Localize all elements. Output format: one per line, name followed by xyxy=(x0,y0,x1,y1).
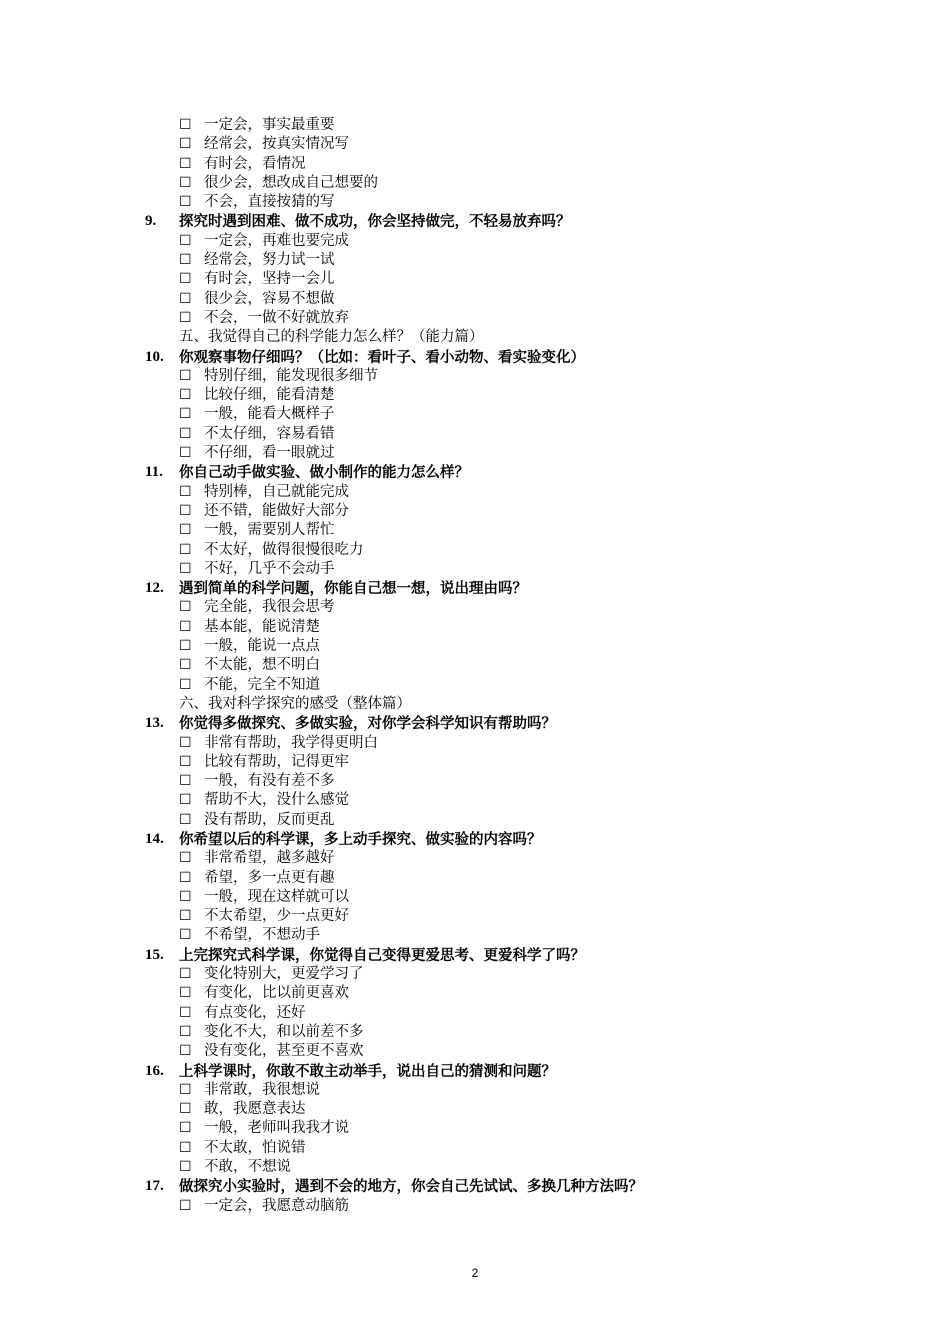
option-label: 帮助不大，没什么感觉 xyxy=(204,792,349,809)
option-label: 有变化，比以前更喜欢 xyxy=(204,985,349,1002)
answer-option[interactable] xyxy=(0,290,950,309)
option-label: 不希望，不想动手 xyxy=(204,927,320,944)
checkbox-icon[interactable]: ☐ xyxy=(179,657,192,674)
checkbox-icon[interactable]: ☐ xyxy=(179,811,192,828)
option-label: 不太好，做得很慢很吃力 xyxy=(204,541,364,558)
option-label: 比较仔细，能看清楚 xyxy=(204,387,335,404)
answer-option[interactable] xyxy=(0,676,950,695)
option-label: 不太能，想不明白 xyxy=(204,657,320,674)
checkbox-icon[interactable]: ☐ xyxy=(179,966,192,983)
checkbox-icon[interactable]: ☐ xyxy=(179,1004,192,1021)
option-label: 一般，有没有差不多 xyxy=(204,773,335,790)
checkbox-icon[interactable]: ☐ xyxy=(179,638,192,655)
answer-option[interactable] xyxy=(0,1139,950,1158)
question-number: 15. xyxy=(145,946,164,963)
option-label: 有时会，看情况 xyxy=(204,155,306,172)
question xyxy=(0,212,950,231)
answer-option[interactable] xyxy=(0,1100,950,1119)
checkbox-icon[interactable]: ☐ xyxy=(179,290,192,307)
option-label: 一定会，再难也要完成 xyxy=(204,232,349,249)
checkbox-icon[interactable]: ☐ xyxy=(179,271,192,288)
answer-option[interactable] xyxy=(0,772,950,791)
answer-option[interactable] xyxy=(0,309,950,328)
question-text: 上科学课时，你敢不敢主动举手，说出自己的猜测和问题？ xyxy=(179,1062,556,1080)
option-label: 希望，多一点更有趣 xyxy=(204,869,335,886)
question xyxy=(0,463,950,482)
option-label: 还不错，能做好大部分 xyxy=(204,502,349,519)
answer-option[interactable] xyxy=(0,907,950,926)
question-number: 17. xyxy=(145,1178,164,1195)
option-label: 没有变化，甚至更不喜欢 xyxy=(204,1043,364,1060)
checkbox-icon[interactable]: ☐ xyxy=(179,792,192,809)
question-text: 你观察事物仔细吗？（比如：看叶子、看小动物、看实验变化） xyxy=(179,348,585,366)
answer-option[interactable] xyxy=(0,232,950,251)
answer-option[interactable] xyxy=(0,251,950,270)
question-number: 11. xyxy=(145,464,163,481)
checkbox-icon[interactable]: ☐ xyxy=(179,773,192,790)
answer-option[interactable] xyxy=(0,521,950,540)
option-label: 非常敢，我很想说 xyxy=(204,1081,320,1098)
answer-option[interactable] xyxy=(0,984,950,1003)
checkbox-icon[interactable]: ☐ xyxy=(179,869,192,886)
checkbox-icon[interactable]: ☐ xyxy=(179,367,192,384)
checkbox-icon[interactable]: ☐ xyxy=(179,445,192,462)
option-label: 没有帮助，反而更乱 xyxy=(204,811,335,828)
answer-option[interactable] xyxy=(0,1158,950,1177)
question xyxy=(0,714,950,733)
question-text: 遇到简单的科学问题，你能自己想一想，说出理由吗？ xyxy=(179,580,527,598)
page-number: 2 xyxy=(471,1266,479,1280)
checkbox-icon[interactable]: ☐ xyxy=(179,1139,192,1156)
checkbox-icon[interactable]: ☐ xyxy=(179,676,192,693)
checkbox-icon[interactable]: ☐ xyxy=(179,425,192,442)
checkbox-icon[interactable]: ☐ xyxy=(179,232,192,249)
question-text: 你觉得多做探究、多做实验，对你学会科学知识有帮助吗？ xyxy=(179,715,556,733)
section-heading xyxy=(0,328,950,347)
checkbox-icon[interactable]: ☐ xyxy=(179,522,192,539)
answer-option[interactable] xyxy=(0,869,950,888)
option-label: 一定会，事实最重要 xyxy=(204,117,335,133)
answer-option[interactable] xyxy=(0,637,950,656)
checkbox-icon[interactable]: ☐ xyxy=(179,1101,192,1118)
answer-option[interactable] xyxy=(0,367,950,386)
option-label: 完全能，我很会思考 xyxy=(204,599,335,616)
answer-option[interactable] xyxy=(0,1081,950,1100)
checkbox-icon[interactable]: ☐ xyxy=(179,174,192,191)
option-label: 特别棒，自己就能完成 xyxy=(204,483,349,500)
answer-option[interactable] xyxy=(0,1197,950,1216)
option-label: 一般，能看大概样子 xyxy=(204,406,335,423)
answer-option[interactable] xyxy=(0,155,950,174)
answer-option[interactable] xyxy=(0,791,950,810)
checkbox-icon[interactable]: ☐ xyxy=(179,1120,192,1137)
answer-option[interactable] xyxy=(0,270,950,289)
answer-option[interactable] xyxy=(0,1023,950,1042)
answer-option[interactable] xyxy=(0,444,950,463)
option-label: 有点变化，还好 xyxy=(204,1004,306,1021)
checkbox-icon[interactable]: ☐ xyxy=(179,194,192,211)
checkbox-icon[interactable]: ☐ xyxy=(179,1081,192,1098)
option-label: 很少会，想改成自己想要的 xyxy=(204,174,378,191)
option-label: 一般，需要别人帮忙 xyxy=(204,522,335,539)
checkbox-icon[interactable]: ☐ xyxy=(179,985,192,1002)
checkbox-icon[interactable]: ☐ xyxy=(179,888,192,905)
answer-option[interactable] xyxy=(0,386,950,405)
answer-option[interactable] xyxy=(0,1004,950,1023)
checkbox-icon[interactable]: ☐ xyxy=(179,618,192,635)
option-label: 特别仔细，能发现很多细节 xyxy=(204,367,378,384)
option-label: 很少会，容易不想做 xyxy=(204,290,335,307)
option-label: 敢，我愿意表达 xyxy=(204,1101,306,1118)
checkbox-icon[interactable]: ☐ xyxy=(179,483,192,500)
answer-option[interactable] xyxy=(0,116,950,135)
option-label: 不会，直接按猜的写 xyxy=(204,194,335,211)
question xyxy=(0,348,950,367)
checkbox-icon[interactable]: ☐ xyxy=(179,599,192,616)
answer-option[interactable] xyxy=(0,483,950,502)
question-text: 你自己动手做实验、做小制作的能力怎么样？ xyxy=(179,464,469,482)
answer-option[interactable] xyxy=(0,135,950,154)
answer-option[interactable] xyxy=(0,174,950,193)
answer-option[interactable] xyxy=(0,926,950,945)
question xyxy=(0,1062,950,1081)
checkbox-icon[interactable]: ☐ xyxy=(179,136,192,153)
option-label: 比较有帮助，记得更牢 xyxy=(204,753,349,770)
answer-option[interactable] xyxy=(0,965,950,984)
section-heading xyxy=(0,695,950,714)
question-number: 16. xyxy=(145,1062,164,1079)
checkbox-icon[interactable]: ☐ xyxy=(179,560,192,577)
option-label: 不好，几乎不会动手 xyxy=(204,560,335,577)
checkbox-icon[interactable]: ☐ xyxy=(179,734,192,751)
option-label: 经常会，努力试一试 xyxy=(204,252,335,269)
answer-option[interactable] xyxy=(0,753,950,772)
option-label: 有时会，坚持一会儿 xyxy=(204,271,335,288)
answer-option[interactable] xyxy=(0,425,950,444)
option-label: 基本能，能说清楚 xyxy=(204,618,320,635)
answer-option[interactable] xyxy=(0,888,950,907)
checkbox-icon[interactable]: ☐ xyxy=(179,406,192,423)
question-number: 13. xyxy=(145,715,164,732)
checkbox-icon[interactable]: ☐ xyxy=(179,1159,192,1176)
answer-option[interactable] xyxy=(0,405,950,424)
checkbox-icon[interactable]: ☐ xyxy=(179,753,192,770)
section-title: 五、我觉得自己的科学能力怎么样？（能力篇） xyxy=(179,329,484,346)
question xyxy=(0,946,950,965)
option-label: 一般，能说一点点 xyxy=(204,638,320,655)
option-label: 不太敢，怕说错 xyxy=(204,1139,306,1156)
checkbox-icon[interactable]: ☐ xyxy=(179,908,192,925)
checkbox-icon[interactable]: ☐ xyxy=(179,1197,192,1214)
option-label: 不敢，不想说 xyxy=(204,1159,291,1176)
answer-option[interactable] xyxy=(0,849,950,868)
option-label: 不能，完全不知道 xyxy=(204,676,320,693)
answer-option[interactable] xyxy=(0,502,950,521)
checkbox-icon[interactable]: ☐ xyxy=(179,541,192,558)
option-label: 一般，现在这样就可以 xyxy=(204,888,349,905)
answer-option[interactable] xyxy=(0,656,950,675)
question xyxy=(0,579,950,598)
question-number: 9. xyxy=(145,213,157,230)
answer-option[interactable] xyxy=(0,811,950,830)
question-text: 探究时遇到困难、做不成功，你会坚持做完，不轻易放弃吗？ xyxy=(179,213,571,231)
option-label: 经常会，按真实情况写 xyxy=(204,136,349,153)
answer-option[interactable] xyxy=(0,734,950,753)
option-label: 非常希望，越多越好 xyxy=(204,850,335,867)
answer-option[interactable] xyxy=(0,598,950,617)
question xyxy=(0,830,950,849)
answer-option[interactable] xyxy=(0,618,950,637)
checkbox-icon[interactable]: ☐ xyxy=(179,309,192,326)
checkbox-icon[interactable]: ☐ xyxy=(179,502,192,519)
question xyxy=(0,1177,950,1196)
question-text: 做探究小实验时，遇到不会的地方，你会自己先试试、多换几种方法吗？ xyxy=(179,1178,643,1196)
answer-option[interactable] xyxy=(0,1042,950,1061)
option-label: 变化不大，和以前差不多 xyxy=(204,1023,364,1040)
question-text: 你希望以后的科学课，多上动手探究、做实验的内容吗？ xyxy=(179,830,542,848)
checkbox-icon[interactable]: ☐ xyxy=(179,155,192,172)
checkbox-icon[interactable]: ☐ xyxy=(179,252,192,269)
option-label: 不太仔细，容易看错 xyxy=(204,425,335,442)
question-number: 12. xyxy=(145,580,164,597)
answer-option[interactable] xyxy=(0,1119,950,1138)
checkbox-icon[interactable]: ☐ xyxy=(179,1043,192,1060)
answer-option[interactable] xyxy=(0,560,950,579)
option-label: 不会，一做不好就放弃 xyxy=(204,309,349,326)
option-label: 非常有帮助，我学得更明白 xyxy=(204,734,378,751)
questionnaire-body xyxy=(0,116,950,1216)
option-label: 变化特别大，更爱学习了 xyxy=(204,966,364,983)
checkbox-icon[interactable]: ☐ xyxy=(179,927,192,944)
checkbox-icon[interactable]: ☐ xyxy=(179,117,192,133)
option-label: 不太希望，少一点更好 xyxy=(204,908,349,925)
option-label: 一定会，我愿意动脑筋 xyxy=(204,1197,349,1214)
answer-option[interactable] xyxy=(0,193,950,212)
checkbox-icon[interactable]: ☐ xyxy=(179,387,192,404)
answer-option[interactable] xyxy=(0,541,950,560)
option-label: 不仔细，看一眼就过 xyxy=(204,445,335,462)
checkbox-icon[interactable]: ☐ xyxy=(179,1023,192,1040)
section-title: 六、我对科学探究的感受（整体篇） xyxy=(179,695,411,712)
question-number: 14. xyxy=(145,830,164,847)
option-label: 一般，老师叫我我才说 xyxy=(204,1120,349,1137)
question-text: 上完探究式科学课，你觉得自己变得更爱思考、更爱科学了吗？ xyxy=(179,946,585,964)
question-number: 10. xyxy=(145,348,164,365)
checkbox-icon[interactable]: ☐ xyxy=(179,850,192,867)
